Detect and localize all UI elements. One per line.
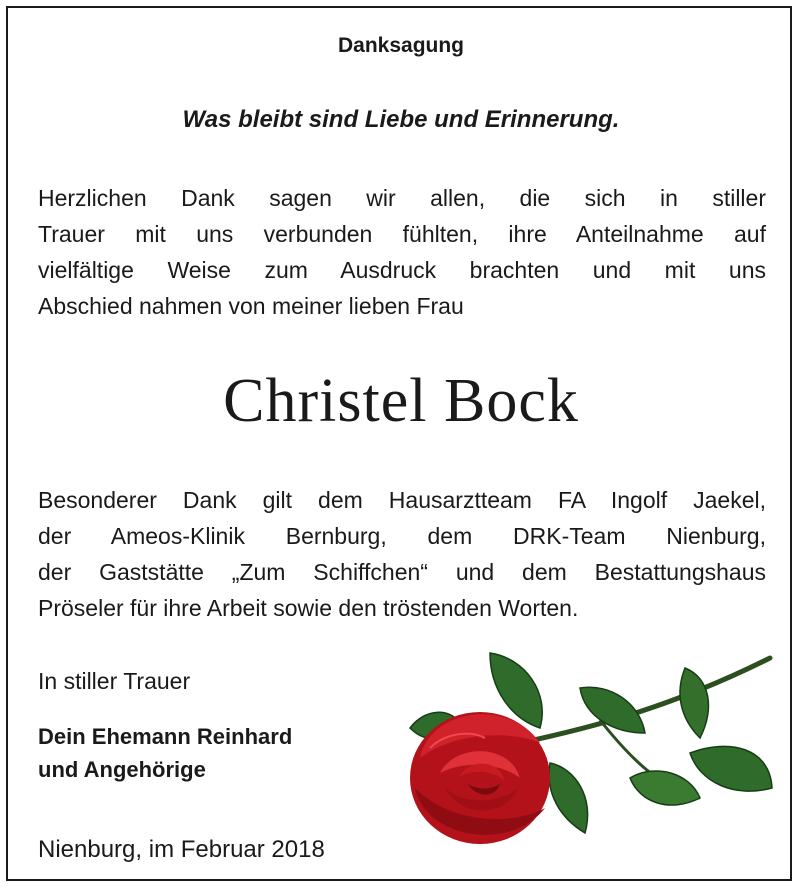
- intro-line: Trauer mit uns verbunden fühlten, ihre Anteilnahme auf: [38, 221, 766, 247]
- intro-paragraph: [38, 180, 766, 324]
- signature-block: [38, 720, 292, 786]
- red-rose-image: [400, 648, 780, 858]
- notice-motto: Was bleibt sind Liebe und Erinnerung.: [182, 106, 620, 133]
- signature-line: und Angehörige: [38, 757, 206, 782]
- thanks-paragraph: [38, 482, 766, 626]
- mourning-phrase: In stiller Trauer: [38, 668, 191, 694]
- thanks-line: der Ameos-Klinik Bernburg, dem DRK-Team Nienburg,: [38, 523, 766, 549]
- thanks-line: der Gaststätte „Zum Schiffchen“ und dem Bestattungshaus: [38, 559, 766, 585]
- thanks-line: Pröseler für ihre Arbeit sowie den tröstenden Worten.: [38, 595, 579, 621]
- intro-line: Abschied nahmen von meiner lieben Frau: [38, 293, 464, 319]
- thanks-line: Besonderer Dank gilt dem Hausarztteam FA Ingolf Jaekel,: [38, 487, 766, 513]
- intro-line: vielfältige Weise zum Ausdruck brachten und mit uns: [38, 257, 766, 283]
- place-date: Nienburg, im Februar 2018: [38, 836, 325, 863]
- intro-line: Herzlichen Dank sagen wir allen, die sich in stiller: [38, 185, 766, 211]
- deceased-name: Christel Bock: [223, 367, 579, 435]
- signature-line: Dein Ehemann Reinhard: [38, 724, 293, 749]
- notice-heading: Danksagung: [337, 34, 465, 57]
- obituary-notice: [6, 6, 792, 881]
